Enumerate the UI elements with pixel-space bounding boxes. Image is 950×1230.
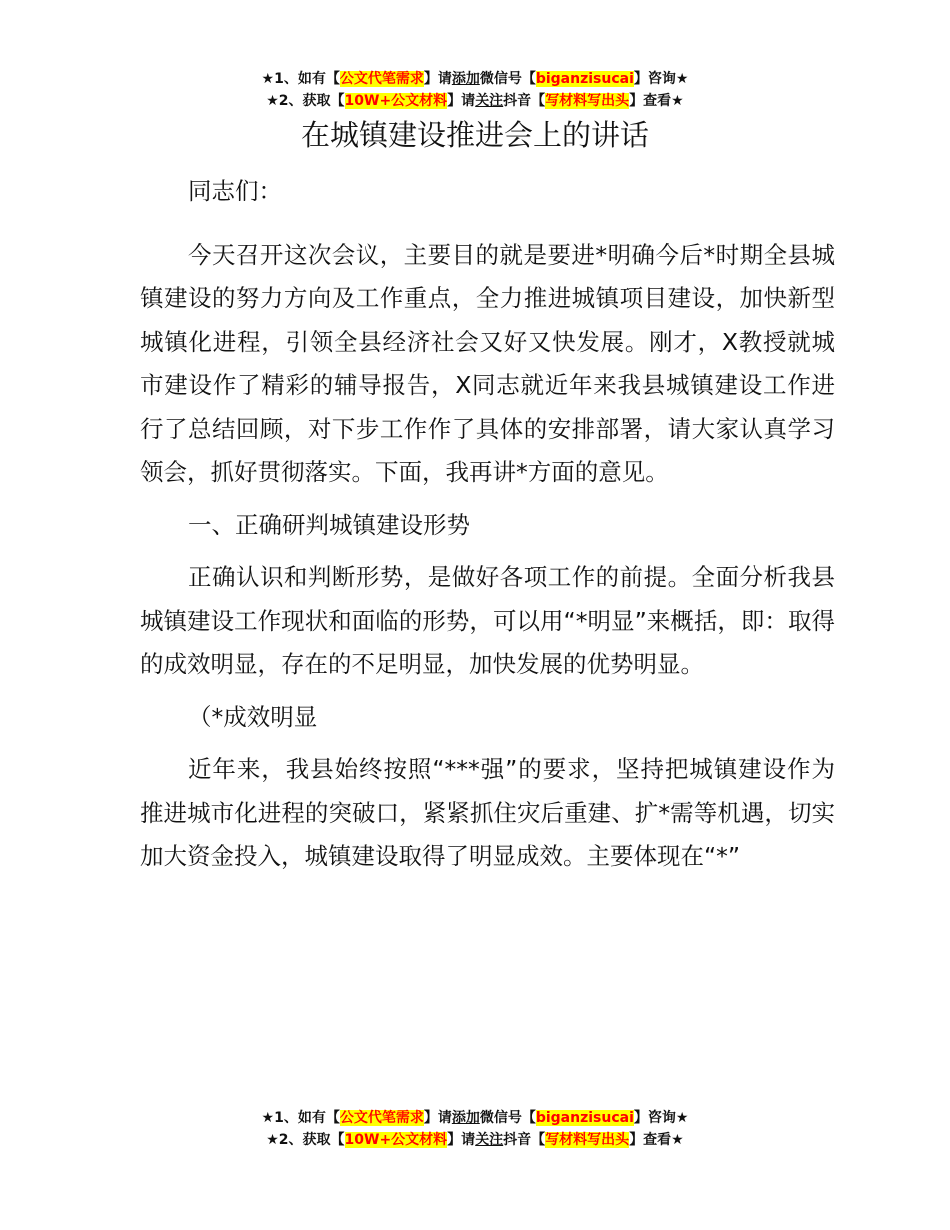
promo-text: ★2、获取【 [266,1132,345,1148]
promo-text: ★2、获取【 [266,93,345,109]
promo-underline: 添加 [451,1110,480,1126]
footer-promo-banner [0,1107,950,1151]
body-paragraph: 近年来，我县始终按照“***强”的要求，坚持把城镇建设作为推进城市化进程的突破口，紧紧抓住灾后重建、扩*需等机遇，切实加大资金投入，城镇建设取得了明显成效。主要体现在“*” [140,755,835,870]
promo-text: 抖音【 [503,93,546,109]
promo-underline: 添加 [451,71,480,87]
subsection-heading: （*成效明显 [188,702,318,731]
promo-highlight: 写材料写出头 [545,1132,630,1148]
promo-text: 】查看★ [629,93,684,109]
salutation: 同志们： [188,177,282,205]
promo-text: 微信号【 [479,1110,536,1126]
promo-line-1 [0,68,950,90]
promo-highlight: 写材料写出头 [545,93,630,109]
document-body [140,170,835,888]
promo-line-1 [0,1107,950,1129]
body-paragraph: 今天召开这次会议，主要目的就是要进*明确今后*时期全县城镇建设的努力方向及工作重点，全力推进城镇项目建设，加快新型城镇化进程，引领全县经济社会又好又快发展。刚才，X教授就城市建设作了精彩的辅导报告，X同志就近年来我县城镇建设工作进行了总结回顾，对下步工作作了具体的安排部署，请大家认真学习领会，抓好贯彻落实。下面，我再讲*方面的意见。 [140,240,835,486]
promo-highlight: 10W+公文材料 [344,1132,448,1148]
promo-highlight: 10W+公文材料 [344,93,448,109]
header-promo-banner [0,68,950,112]
promo-underline: 关注 [475,93,504,109]
section-heading: 一、正确研判城镇建设形势 [188,510,470,539]
promo-highlight: biganzisucai [535,1110,634,1126]
promo-highlight: 公文代笔需求 [339,71,424,87]
promo-text: 】查看★ [629,1132,684,1148]
promo-text: 】请 [423,1110,452,1126]
promo-line-2 [0,1129,950,1151]
promo-text: 抖音【 [503,1132,546,1148]
promo-highlight: 公文代笔需求 [339,1110,424,1126]
promo-text: 】请 [447,1132,476,1148]
promo-text: 】请 [447,93,476,109]
body-paragraph: 正确认识和判断形势，是做好各项工作的前提。全面分析我县城镇建设工作现状和面临的形势，可以用“*明显”来概括，即：取得的成效明显，存在的不足明显，加快发展的优势明显。 [140,563,835,678]
promo-text: 微信号【 [479,71,536,87]
promo-underline: 关注 [475,1132,504,1148]
promo-text: 】咨询★ [633,1110,689,1126]
promo-text: 】请 [423,71,452,87]
document-title: 在城镇建设推进会上的讲话 [300,118,649,152]
promo-highlight: biganzisucai [535,71,634,87]
promo-text: 】咨询★ [633,71,689,87]
promo-line-2 [0,90,950,112]
promo-text: ★1、如有【 [261,71,340,87]
promo-text: ★1、如有【 [261,1110,340,1126]
